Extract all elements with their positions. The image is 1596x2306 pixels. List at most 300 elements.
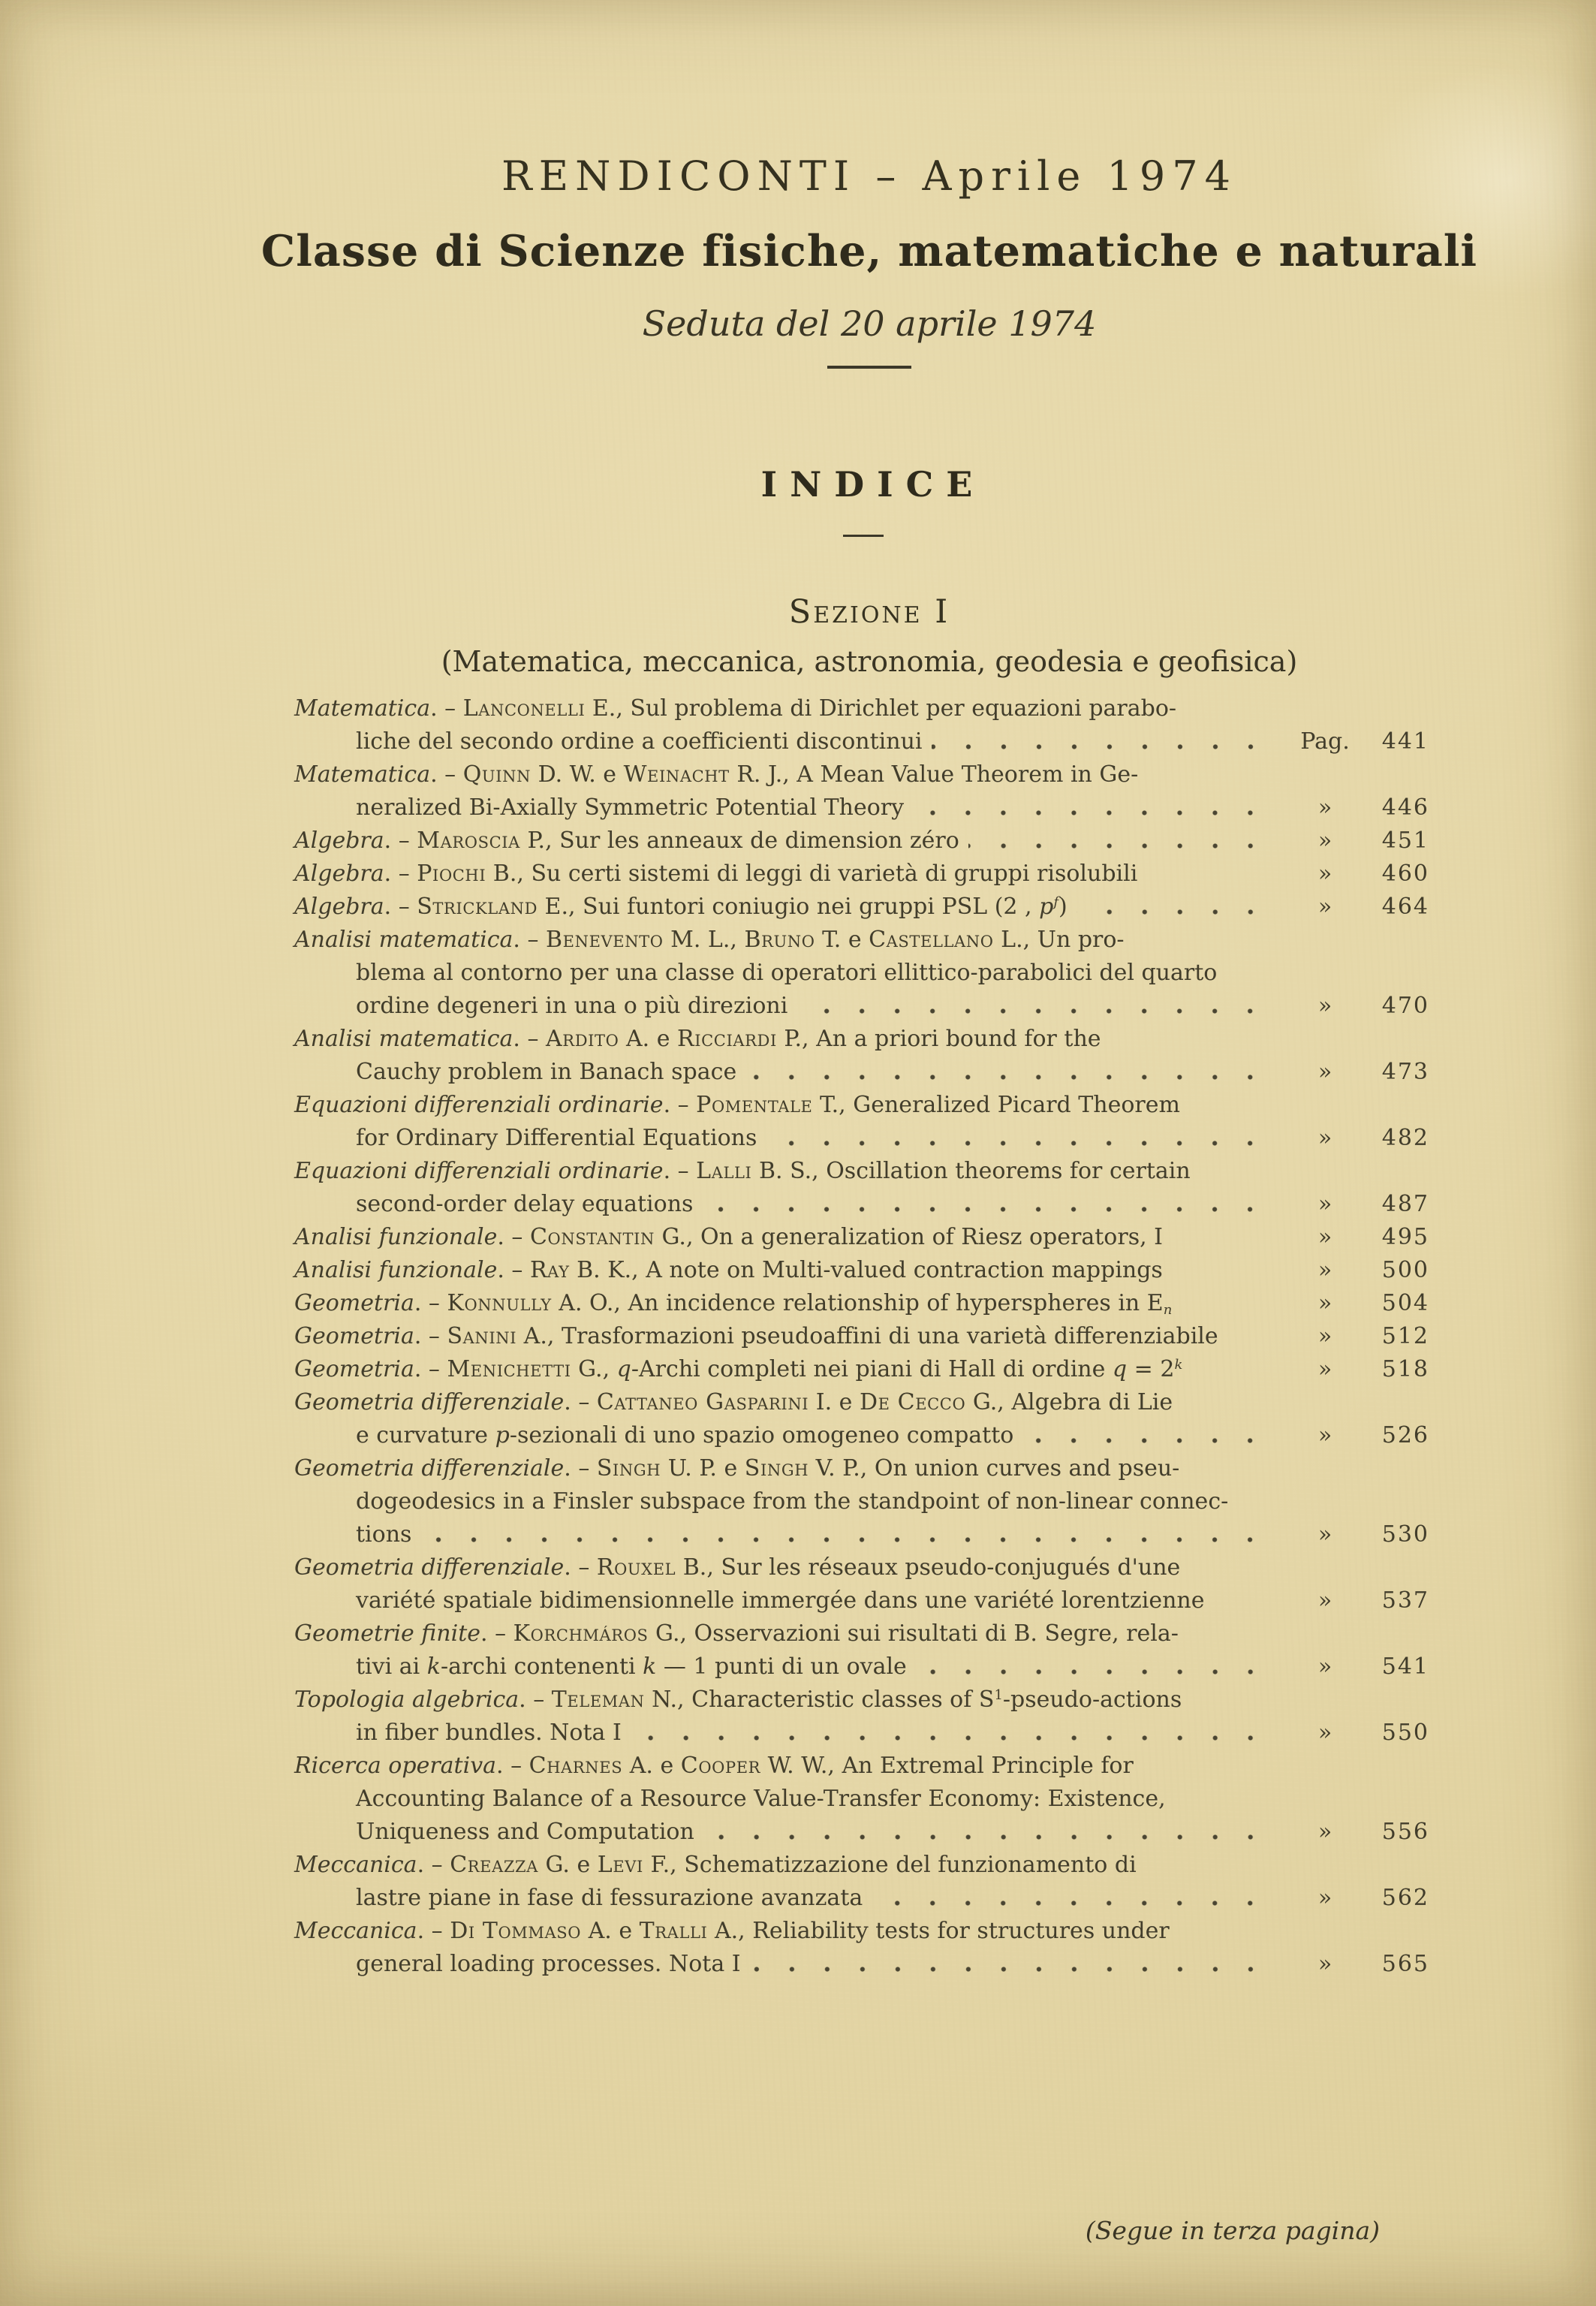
- toc-text: [294, 1617, 1179, 1650]
- page-number: 504: [1381, 1290, 1429, 1316]
- toc-line: [294, 1518, 1429, 1551]
- toc-entry: [294, 1452, 1429, 1551]
- toc-text-segment: . –: [497, 1224, 530, 1250]
- toc-text: [294, 1584, 1204, 1617]
- continuation-note: (Segue in terza pagina): [1085, 2216, 1380, 2245]
- page-label: »: [1317, 1290, 1333, 1316]
- toc-text: [294, 791, 904, 824]
- toc-text: [294, 1089, 1180, 1122]
- toc-text-segment: . –: [417, 1852, 450, 1878]
- author-name: Di Tommaso: [450, 1918, 582, 1944]
- toc-line: [294, 1122, 1429, 1155]
- toc-line: [294, 1353, 1429, 1386]
- toc-line: [294, 1650, 1429, 1684]
- page-label: Pag.: [1300, 728, 1350, 755]
- toc-entry: [294, 858, 1429, 891]
- toc-line: [294, 725, 1429, 758]
- toc-entry: [294, 1089, 1429, 1155]
- toc-text-segment: . –: [663, 1092, 697, 1118]
- dot-leader: [913, 809, 1282, 816]
- dot-leader: [872, 1900, 1282, 1907]
- toc-text-segment: for Ordinary Differential Equations: [356, 1125, 757, 1151]
- toc-text: [294, 858, 1137, 891]
- page-label: »: [1317, 1720, 1333, 1746]
- toc-line: [294, 1915, 1429, 1948]
- toc-text-segment: A. e: [581, 1918, 640, 1944]
- toc-text-segment: Meccanica: [294, 1918, 417, 1944]
- toc-line: [294, 858, 1429, 891]
- toc-entry: [294, 1386, 1429, 1452]
- toc-text-segment: D. W. e: [531, 761, 624, 788]
- dot-leader: [1172, 1272, 1282, 1279]
- toc-text-segment: p: [495, 1422, 510, 1448]
- toc-line: [294, 1254, 1429, 1287]
- author-name: Korchmáros: [513, 1620, 649, 1647]
- toc-text: [294, 758, 1138, 791]
- toc-line: [294, 1717, 1429, 1750]
- toc-text-segment: . –: [384, 894, 417, 920]
- dot-leader: [766, 1140, 1282, 1147]
- section-subjects: (Matematica, meccanica, astronomia, geodesia e geofisica): [441, 645, 1298, 678]
- toc-text-segment: Geometria differenziale: [294, 1455, 565, 1482]
- toc-line: [294, 758, 1429, 791]
- toc-text: [294, 1419, 1013, 1452]
- author-name: Creazza: [450, 1852, 538, 1878]
- toc-text-segment: . –: [384, 827, 417, 854]
- toc-text-segment: V. P., On union curves and pseu-: [809, 1455, 1180, 1482]
- session-date: Seduta del 20 aprile 1974: [642, 303, 1097, 344]
- toc-line: [294, 957, 1429, 990]
- toc-text-segment: dogeodesics in a Finsler subspace from the standpoint of non-linear connec-: [356, 1488, 1229, 1515]
- dot-leader: [1022, 1437, 1282, 1444]
- author-name: Strickland: [417, 894, 538, 920]
- toc-entry: [294, 891, 1429, 924]
- toc-text-segment: B., Su certi sistemi di leggi di varietà di gruppi risolubili: [486, 861, 1138, 887]
- page-label: »: [1317, 1323, 1333, 1349]
- dot-leader: [796, 1008, 1282, 1014]
- toc-text: [294, 1452, 1179, 1485]
- toc-text: [294, 1783, 1166, 1816]
- page-label: »: [1317, 1059, 1333, 1085]
- toc-text-segment: Geometrie finite: [294, 1620, 480, 1647]
- dot-leader: [1146, 876, 1282, 882]
- toc-line: [294, 1452, 1429, 1485]
- author-name: Pomentale: [696, 1092, 813, 1118]
- toc-text: [294, 1485, 1228, 1518]
- page-label: »: [1317, 1521, 1333, 1548]
- toc-entry: [294, 1551, 1429, 1617]
- toc-text: [294, 1386, 1173, 1419]
- toc-text-segment: -Archi completi nei piani di Hall di ordine: [631, 1356, 1113, 1382]
- toc-text: [294, 1650, 907, 1684]
- toc-text-segment: F., Schematizzazione del funzionamento di: [643, 1852, 1137, 1878]
- toc-line: [294, 1551, 1429, 1584]
- author-name: Piochi: [417, 861, 486, 887]
- toc-text-segment: E., Sui funtori coniugio nei gruppi PSL (2 ,: [538, 894, 1040, 920]
- author-name: Charnes: [528, 1753, 623, 1779]
- toc-text-segment: I. e: [809, 1389, 860, 1415]
- toc-line: [294, 1386, 1429, 1419]
- toc-text: [294, 1320, 1218, 1353]
- toc-text-segment: Geometria: [294, 1356, 414, 1382]
- toc-text: [294, 725, 923, 758]
- toc-text-segment: Geometria: [294, 1290, 414, 1316]
- author-name: Rouxel: [596, 1554, 676, 1581]
- dot-leader: [1191, 1371, 1282, 1378]
- toc-entry: [294, 1287, 1429, 1320]
- toc-line: [294, 1584, 1429, 1617]
- page-number: 464: [1381, 894, 1429, 920]
- toc-text-segment: Uniqueness and Computation: [356, 1819, 694, 1845]
- toc-line: [294, 791, 1429, 824]
- toc-line: [294, 990, 1429, 1023]
- toc-text: [294, 1155, 1191, 1188]
- toc-text-segment: A., Reliability tests for structures under: [707, 1918, 1170, 1944]
- page-number: 500: [1381, 1257, 1429, 1283]
- toc-text-segment: B., Sur les réseaux pseudo-conjugués d'une: [676, 1554, 1181, 1581]
- toc-text-segment: Cauchy problem in Banach space: [356, 1059, 737, 1085]
- dot-leader: [968, 843, 1282, 849]
- toc-text-segment: . –: [519, 1687, 552, 1713]
- author-name: Ricciardi: [677, 1026, 777, 1052]
- toc-entry: [294, 1320, 1429, 1353]
- toc-text: [294, 1221, 1163, 1254]
- page-number: 530: [1381, 1521, 1429, 1548]
- page-label: »: [1317, 1125, 1333, 1151]
- toc-text-segment: G., On a generalization of Riesz operators, I: [654, 1224, 1164, 1250]
- toc-text-segment: . –: [497, 1257, 530, 1283]
- author-name: Levi: [597, 1852, 643, 1878]
- toc-text: [294, 1948, 741, 1981]
- page-number: 473: [1381, 1059, 1429, 1085]
- toc-text-segment: — 1 punti di un ovale: [656, 1653, 907, 1680]
- toc-text-segment: e curvature: [356, 1422, 495, 1448]
- toc-text-segment: M. L.,: [663, 927, 745, 953]
- toc-text-segment: -sezionali di uno spazio omogeneo compatto: [509, 1422, 1014, 1448]
- page-label: »: [1317, 1356, 1333, 1382]
- toc-text-segment: Geometria: [294, 1323, 414, 1349]
- page-label: »: [1317, 1885, 1333, 1911]
- toc-line: [294, 1882, 1429, 1915]
- toc-text-segment: A. e: [622, 1753, 681, 1779]
- dot-leader: [1213, 1602, 1282, 1609]
- toc-text-segment: p: [1039, 894, 1054, 920]
- toc-entry: [294, 824, 1429, 858]
- toc-text: [294, 891, 1068, 924]
- toc-text-segment: . –: [480, 1620, 513, 1647]
- page-label: »: [1317, 1653, 1333, 1680]
- toc-line: [294, 1750, 1429, 1783]
- toc-entry: [294, 1915, 1429, 1981]
- toc-text-segment: U. P. e: [661, 1455, 745, 1482]
- toc-text-segment: L., Un pro-: [993, 927, 1125, 953]
- toc-text-segment: Topologia algebrica: [294, 1687, 519, 1713]
- toc-text-segment: Equazioni differenziali ordinarie: [294, 1158, 664, 1184]
- toc-entry: [294, 1023, 1429, 1089]
- toc-line: [294, 824, 1429, 858]
- class-subtitle: Classe di Scienze fisiche, matematiche e naturali: [260, 226, 1478, 276]
- toc-text-segment: k: [643, 1653, 657, 1680]
- toc-text-segment: n: [1163, 1301, 1173, 1318]
- toc-text-segment: B. S., Oscillation theorems for certain: [751, 1158, 1191, 1184]
- toc-text-segment: . –: [417, 1918, 450, 1944]
- toc-text-segment: Analisi matematica: [294, 927, 513, 953]
- dot-leader: [1181, 1305, 1282, 1312]
- toc-text: [294, 1684, 1182, 1717]
- toc-text: [294, 1122, 757, 1155]
- toc-line: [294, 1221, 1429, 1254]
- toc-text-segment: second-order delay equations: [356, 1191, 694, 1217]
- toc-text-segment: f: [1053, 894, 1058, 911]
- toc-entry: [294, 1221, 1429, 1254]
- page-label: »: [1317, 1257, 1333, 1283]
- page-number: 460: [1381, 861, 1429, 887]
- page-label: »: [1317, 993, 1333, 1019]
- page-number: 441: [1381, 728, 1429, 755]
- toc-text-segment: liche del secondo ordine a coefficienti discontinui: [356, 728, 923, 755]
- toc-text-segment: -pseudo-actions: [1002, 1687, 1182, 1713]
- toc-text: [294, 1882, 863, 1915]
- page-number: 451: [1381, 827, 1429, 854]
- author-name: Ray: [529, 1257, 570, 1283]
- toc-text: [294, 692, 1176, 725]
- dot-leader: [420, 1536, 1282, 1543]
- toc-text: [294, 824, 959, 858]
- journal-title: RENDICONTI – Aprile 1974: [501, 152, 1237, 200]
- author-name: Singh: [744, 1455, 809, 1482]
- toc-text-segment: . –: [496, 1753, 529, 1779]
- toc-text-segment: . –: [513, 927, 547, 953]
- toc-text-segment: tions: [356, 1521, 412, 1548]
- toc-text: [294, 1353, 1182, 1386]
- toc-text-segment: A. e: [619, 1026, 678, 1052]
- toc-text-segment: Geometria differenziale: [294, 1554, 565, 1581]
- toc-entry: [294, 1254, 1429, 1287]
- page-label: »: [1317, 794, 1333, 821]
- author-name: Lanconelli: [462, 695, 586, 722]
- page-label: »: [1317, 1951, 1333, 1977]
- toc-text: [294, 1188, 693, 1221]
- author-name: Cooper: [680, 1753, 761, 1779]
- author-name: Konnully: [447, 1290, 552, 1316]
- page-number: 550: [1381, 1720, 1429, 1746]
- page-number: 470: [1381, 993, 1429, 1019]
- page-label: »: [1317, 861, 1333, 887]
- page-number: 565: [1381, 1951, 1429, 1977]
- page-label: »: [1317, 894, 1333, 920]
- toc-text-segment: tivi ai: [356, 1653, 427, 1680]
- toc-text: [294, 1915, 1170, 1948]
- toc-entry: [294, 692, 1429, 758]
- toc-line: [294, 1188, 1429, 1221]
- toc-text-segment: . –: [564, 1389, 597, 1415]
- toc-text-segment: E., Sul problema di Dirichlet per equazioni parabo-: [585, 695, 1177, 722]
- toc-text-segment: neralized Bi-Axially Symmetric Potential Theory: [356, 794, 905, 821]
- dot-leader: [1172, 1239, 1282, 1246]
- author-name: Bruno: [744, 927, 815, 953]
- toc-text-segment: . –: [430, 761, 463, 788]
- toc-text-segment: Meccanica: [294, 1852, 417, 1878]
- toc-text-segment: = 2: [1127, 1356, 1175, 1382]
- toc-text-segment: ): [1058, 894, 1068, 920]
- author-name: Benevento: [546, 927, 664, 953]
- toc-line: [294, 1783, 1429, 1816]
- toc-text-segment: P., An a priori bound for the: [776, 1026, 1101, 1052]
- section-heading: Sezione I: [788, 593, 950, 631]
- toc-text-segment: A. O., An incidence relationship of hyperspheres in E: [551, 1290, 1164, 1316]
- index-heading: INDICE: [760, 464, 986, 505]
- toc-text-segment: N., Characteristic classes of S: [644, 1687, 995, 1713]
- toc-text: [294, 1717, 622, 1750]
- toc-line: [294, 1816, 1429, 1849]
- author-name: Menichetti: [447, 1356, 571, 1382]
- toc-line: [294, 1617, 1429, 1650]
- dot-leader: [1077, 909, 1282, 915]
- page-number: 446: [1381, 794, 1429, 821]
- toc-line: [294, 1684, 1429, 1717]
- toc-entry: [294, 758, 1429, 824]
- toc-text-segment: . –: [384, 861, 417, 887]
- toc-text: [294, 1287, 1172, 1320]
- page-label: »: [1317, 827, 1333, 854]
- toc-text-segment: k: [1174, 1357, 1183, 1373]
- toc-text-segment: Ricerca operativa: [294, 1753, 497, 1779]
- toc-text-segment: Analisi funzionale: [294, 1257, 498, 1283]
- toc-text-segment: Matematica: [294, 761, 431, 788]
- toc-text-segment: in fiber bundles. Nota I: [356, 1720, 622, 1746]
- toc-text: [294, 1816, 694, 1849]
- toc-text-segment: -archi contenenti: [440, 1653, 643, 1680]
- page-label: »: [1317, 1422, 1333, 1448]
- page-label: »: [1317, 1191, 1333, 1217]
- toc-text: [294, 924, 1125, 957]
- toc-text-segment: Analisi funzionale: [294, 1224, 498, 1250]
- toc-text-segment: k: [426, 1653, 441, 1680]
- page-number: 537: [1381, 1587, 1429, 1614]
- page-number: 482: [1381, 1125, 1429, 1151]
- toc-entry: [294, 1849, 1429, 1915]
- toc-line: [294, 891, 1429, 924]
- dot-leader: [702, 1206, 1282, 1213]
- toc-text-segment: A., Trasformazioni pseudoaffini di una varietà differenziabile: [516, 1323, 1218, 1349]
- toc-text: [294, 990, 787, 1023]
- page-label: »: [1317, 1224, 1333, 1250]
- toc-text-segment: . –: [414, 1356, 447, 1382]
- dot-leader: [703, 1834, 1282, 1840]
- toc-text-segment: Accounting Balance of a Resource Value-Transfer Economy: Existence,: [356, 1786, 1166, 1812]
- toc-line: [294, 1056, 1429, 1089]
- toc-line: [294, 1849, 1429, 1882]
- author-name: Maroscia: [417, 827, 520, 854]
- toc-text: [294, 957, 1217, 990]
- author-name: Castellano: [869, 927, 994, 953]
- author-name: Constantin: [529, 1224, 655, 1250]
- dot-leader: [745, 1074, 1282, 1081]
- toc-text-segment: Algebra: [294, 827, 384, 854]
- page-number: 518: [1381, 1356, 1429, 1382]
- toc-line: [294, 1320, 1429, 1353]
- toc-line: [294, 1155, 1429, 1188]
- page-number: 495: [1381, 1224, 1429, 1250]
- dot-leader: [750, 1966, 1282, 1973]
- toc-text-segment: . –: [414, 1290, 447, 1316]
- dot-leader: [932, 743, 1282, 750]
- author-name: Quinn: [462, 761, 531, 788]
- author-name: Weinacht: [623, 761, 730, 788]
- divider-rule-small: [843, 535, 884, 537]
- toc-entry: [294, 924, 1429, 1023]
- toc-text-segment: G., Osservazioni sui risultati di B. Segre, rela-: [648, 1620, 1179, 1647]
- toc-text-segment: blema al contorno per una classe di operatori ellittico-parabolici del quarto: [356, 960, 1218, 986]
- toc-line: [294, 692, 1429, 725]
- toc-text-segment: q: [616, 1356, 631, 1382]
- toc-line: [294, 1287, 1429, 1320]
- toc-line: [294, 924, 1429, 957]
- toc-text-segment: lastre piane in fase di fessurazione avanzata: [356, 1885, 863, 1911]
- toc-text: [294, 1023, 1101, 1056]
- toc-line: [294, 1089, 1429, 1122]
- toc-text-segment: . –: [513, 1026, 547, 1052]
- toc-text: [294, 1750, 1134, 1783]
- toc-text-segment: W. W., An Extremal Principle for: [760, 1753, 1134, 1779]
- author-name: Cattaneo Gasparini: [596, 1389, 809, 1415]
- toc-entry: [294, 1617, 1429, 1684]
- author-name: De Cecco: [859, 1389, 966, 1415]
- toc-text-segment: G., Algebra di Lie: [965, 1389, 1173, 1415]
- toc-text: [294, 1518, 411, 1551]
- toc-text: [294, 1551, 1180, 1584]
- toc-text-segment: R. J., A Mean Value Theorem in Ge-: [729, 761, 1139, 788]
- toc-text-segment: T. e: [815, 927, 869, 953]
- toc-text-segment: Equazioni differenziali ordinarie: [294, 1092, 664, 1118]
- toc-line: [294, 1948, 1429, 1981]
- toc-text-segment: Matematica: [294, 695, 431, 722]
- divider-rule: [827, 366, 911, 369]
- author-name: Sanini: [447, 1323, 517, 1349]
- page-number: 556: [1381, 1819, 1429, 1845]
- author-name: Lalli: [696, 1158, 752, 1184]
- toc-text-segment: G. e: [538, 1852, 598, 1878]
- toc-text: [294, 1056, 736, 1089]
- page-label: »: [1317, 1819, 1333, 1845]
- toc-text-segment: variété spatiale bidimensionnelle immergée dans une variété lorentzienne: [356, 1587, 1205, 1614]
- toc-text-segment: q: [1112, 1356, 1128, 1382]
- author-name: Ardito: [546, 1026, 619, 1052]
- toc-entry: [294, 1750, 1429, 1849]
- toc-line: [294, 1419, 1429, 1452]
- toc-text-segment: G.,: [571, 1356, 617, 1382]
- toc-text-segment: 1: [994, 1687, 1003, 1704]
- toc-list: [294, 692, 1429, 1981]
- page-number: 562: [1381, 1885, 1429, 1911]
- page-number: 541: [1381, 1653, 1429, 1680]
- dot-leader: [631, 1735, 1282, 1741]
- toc-text-segment: . –: [414, 1323, 447, 1349]
- page-label: »: [1317, 1587, 1333, 1614]
- toc-line: [294, 1023, 1429, 1056]
- toc-line: [294, 1485, 1429, 1518]
- toc-text-segment: Analisi matematica: [294, 1026, 513, 1052]
- toc-text-segment: Geometria differenziale: [294, 1389, 565, 1415]
- toc-text-segment: T., Generalized Picard Theorem: [812, 1092, 1180, 1118]
- toc-text-segment: ordine degeneri in una o più direzioni: [356, 993, 788, 1019]
- page-number: 487: [1381, 1191, 1429, 1217]
- author-name: Singh: [596, 1455, 661, 1482]
- dot-leader: [1227, 1338, 1282, 1345]
- toc-text-segment: Algebra: [294, 894, 384, 920]
- toc-text-segment: general loading processes. Nota I: [356, 1951, 741, 1977]
- toc-text-segment: B. K., A note on Multi-valued contraction mappings: [569, 1257, 1163, 1283]
